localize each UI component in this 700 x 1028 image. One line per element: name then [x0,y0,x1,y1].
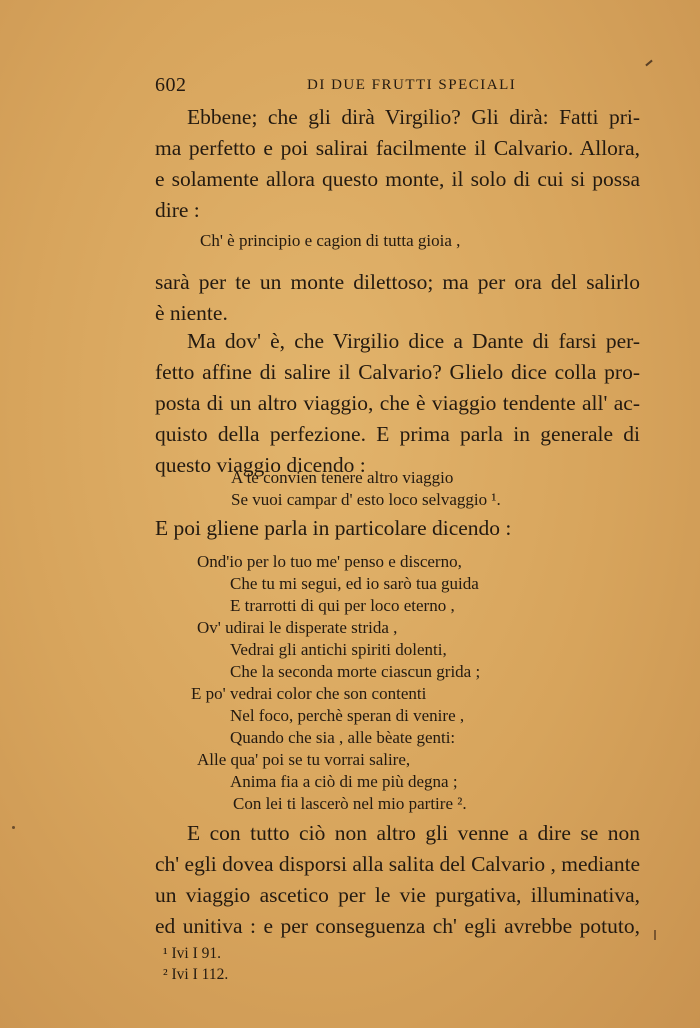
verse-line: E po' vedrai color che son contenti [191,684,427,703]
verse-line: Quando che sia , alle bèate genti: [230,728,456,747]
verse-line: Con lei ti lascerò nel mio partire ². [233,794,467,813]
paragraph-3 [155,326,640,481]
verse-line: Che tu mi segui, ed io sarò tua guida [230,574,479,593]
verse-line: Ch' è principio e cagion di tutta gioia , [200,231,461,250]
text-line: quisto della perfezione. E prima parla in generale di [155,422,640,446]
verse-line: Nel foco, perchè speran di venire , [230,706,465,725]
text-line: posta di un altro viaggio, che è viaggio tendente all' ac- [155,391,640,415]
text-line: fetto affine di salire il Calvario? Glielo dice colla pro- [155,360,640,384]
text-line: E poi gliene parla in particolare dicendo : [155,516,512,540]
paragraph-5 [155,818,640,942]
verse-line: Ond'io per lo tuo me' penso e discerno, [197,552,462,571]
text-line: ed unitiva : e per conseguenza ch' egli avrebbe potuto, [155,914,640,938]
text-line: è niente. [155,301,228,325]
verse-line: Ov' udirai le disperate strida , [197,618,398,637]
text-line: dire : [155,198,200,222]
text-line: ma perfetto e poi salirai facilmente il Calvario. Allora, [155,136,640,160]
footnote-1: ¹ Ivi I 91. [163,945,222,962]
verse-line: A te convien tenere altro viaggio [231,468,454,487]
verse-line: Anima fia a ciò di me più degna ; [230,772,458,791]
paper-speck [12,826,15,829]
paragraph-4 [155,513,640,544]
verse-line: Alle qua' poi se tu vorrai salire, [197,750,411,769]
page-header [155,74,640,98]
text-line: Ma dov' è, che Virgilio dice a Dante di farsi per- [187,329,640,353]
text-line: e solamente allora questo monte, il solo di cui si possa [155,167,640,191]
running-title: DI DUE FRUTTI SPECIALI [307,77,517,93]
footnote-2: ² Ivi I 112. [163,966,229,983]
ink-mark [645,60,652,67]
paragraph-1 [155,102,640,226]
text-line: un viaggio ascetico per le vie purgativa, illuminativa, [155,883,640,907]
verse-line: Se vuoi campar d' esto loco selvaggio ¹. [231,490,501,509]
verse-line: E trarrotti di qui per loco eterno , [230,596,455,615]
verse-line: Vedrai gli antichi spiriti dolenti, [230,640,447,659]
paragraph-2 [155,267,640,329]
text-line: questo viaggio dicendo : [155,453,366,477]
text-line: sarà per te un monte dilettoso; ma per ora del salirlo [155,270,640,294]
text-line: E con tutto ciò non altro gli venne a dire se non [187,821,640,845]
paper-speck [654,930,656,940]
footnotes [163,943,228,985]
verse-line: Che la seconda morte ciascun grida ; [230,662,481,681]
text-line: ch' egli dovea disporsi alla salita del Calvario , mediante [155,852,641,876]
text-line: Ebbene; che gli dirà Virgilio? Gli dirà: Fatti pri- [187,105,640,129]
page-number: 602 [155,74,187,96]
